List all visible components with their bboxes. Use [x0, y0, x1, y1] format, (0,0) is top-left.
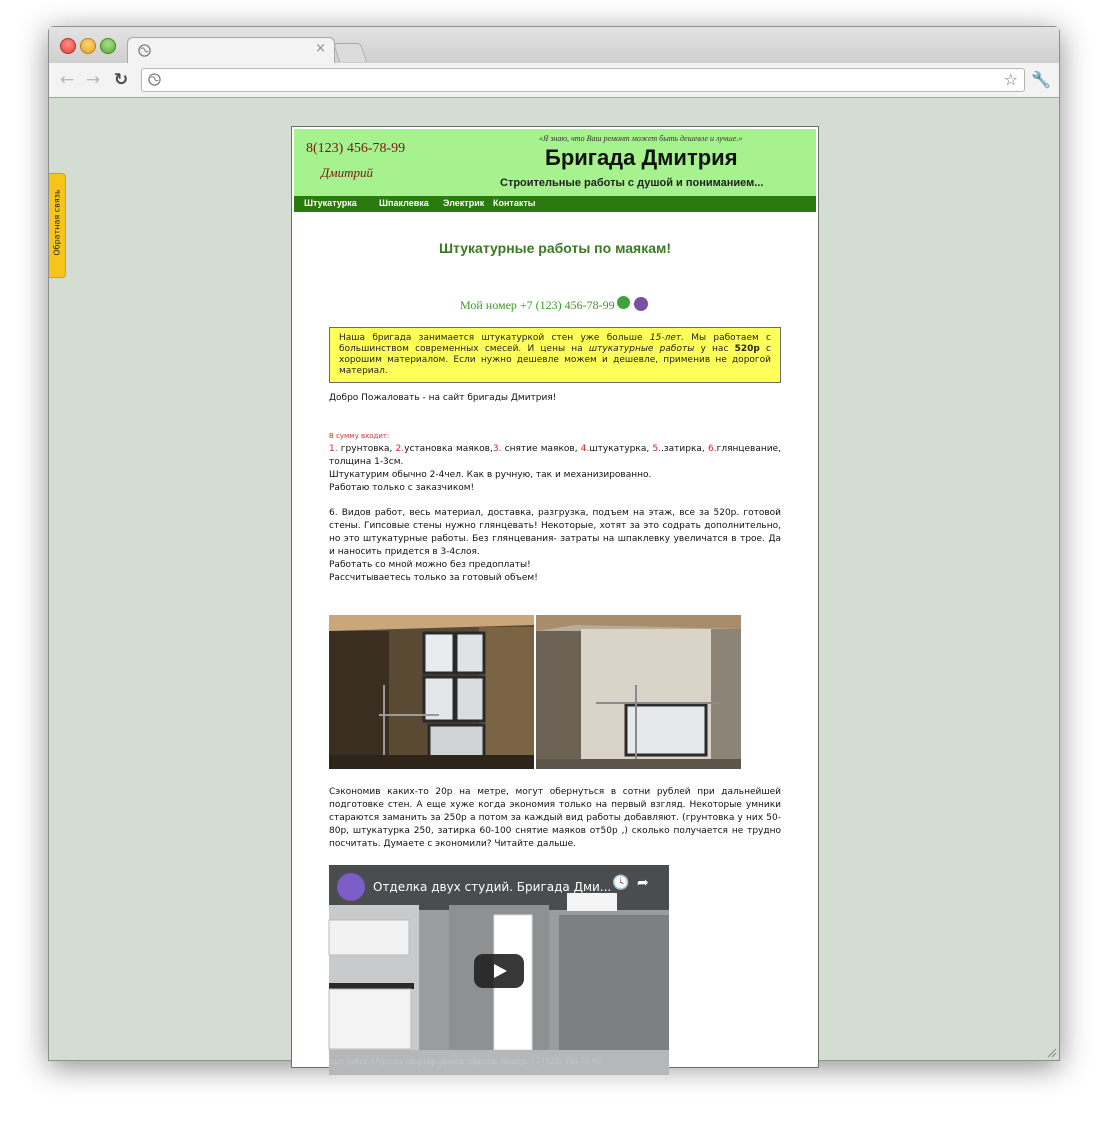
video-title[interactable]: Отделка двух студий. Бригада Дми... — [373, 880, 612, 894]
feedback-tab[interactable] — [49, 173, 66, 278]
nav-item-contacts[interactable]: Контакты — [493, 198, 536, 208]
viber-icon[interactable] — [634, 297, 648, 311]
whatsapp-icon[interactable] — [617, 296, 630, 309]
tab-close-icon[interactable]: × — [315, 41, 326, 56]
nav-item-plaster[interactable]: Штукатурка — [304, 198, 357, 208]
price-text: 6. Видов работ, весь материал, доставка, разгрузка, подъем на этаж, все за 520р. готовой стены. Гипсовые стены нужно глянцевать! Некоторые, хотят за это содрать дополнительно, но это штукатурные работы. Без глянцевания- затраты на шпаклевку увеличатся в трое. Да и наносить придется в 3-4слоя. — [329, 508, 781, 557]
address-bar[interactable] — [141, 68, 1025, 92]
team-size-text: Штукатурим обычно 2-4чел. Как в ручную, так и механизированно. — [329, 470, 652, 480]
forward-arrow-icon[interactable]: → — [85, 70, 101, 90]
header-quote: «Я знаю, что Ваш ремонт может быть дешевле и лучше.» — [539, 134, 743, 143]
savings-paragraph: Сэкономив каких-то 20р на метре, могут обернуться в сотни рублей при дальнейшей подготовке стен. А еще хуже когда экономия только на первый взгляд. Некоторые умники стараются заманить за 250р а потом за каждый вид работы добавляют. (грунтовка у них 50-80р, штукатурка 250, затирка 60-100 снятие маяков от50р ,) сколько получается не трудно посчитать. Думаете с экономили? Читайте дальше. — [329, 787, 781, 849]
video-player[interactable] — [329, 865, 669, 1075]
step-text: глянцевание, толщина 1-3см. — [329, 444, 781, 467]
browser-toolbar — [49, 63, 1059, 98]
page-heading: Штукатурные работы по маякам! — [438, 240, 672, 256]
info-text: с хорошим материалом. Если нужно дешевле можем и дешевле, применив не дорогой материал. — [339, 344, 771, 376]
step-text: штукатурка, — [589, 444, 653, 454]
close-window-button[interactable] — [60, 38, 76, 54]
nav-item-putty[interactable]: Шпаклевка — [379, 198, 429, 208]
globe-icon — [148, 73, 161, 86]
share-icon[interactable]: ➦ — [637, 875, 649, 891]
header-phone[interactable]: 8(123) 456-78-99 — [306, 141, 406, 156]
work-photo-room — [536, 615, 741, 769]
browser-window — [48, 26, 1060, 1066]
info-years: 15-лет. — [649, 333, 684, 343]
contact-number[interactable]: Мой номер +7 (123) 456-78-99 — [460, 298, 615, 312]
step-number: 4. — [580, 444, 590, 454]
nav-item-electrician[interactable]: Электрик — [443, 198, 485, 208]
video-caption: ных работ. Отделка квартир, домов, офисов. Номер: +7 (123) 456-78-99 — [329, 1056, 602, 1066]
header-name: Дмитрий — [321, 165, 373, 180]
resize-grip-icon[interactable] — [1047, 1048, 1057, 1058]
pay-on-completion-text: Рассчитываетесь только за готовый объем! — [329, 573, 538, 583]
steps-paragraph — [329, 443, 781, 495]
step-number: 5. — [652, 444, 662, 454]
step-text: .затирка, — [661, 444, 708, 454]
customer-only-text: Работаю только с заказчиком! — [329, 483, 475, 493]
feedback-label: Обратная связь — [52, 189, 62, 256]
site-title: Бригада Дмитрия — [545, 145, 738, 170]
site-nav — [294, 196, 816, 212]
info-text: Мы работаем с большинством современных смесей. И цены на — [339, 333, 771, 354]
reload-icon[interactable]: ↻ — [113, 70, 129, 90]
welcome-text: Добро Пожаловать - на сайт бригады Дмитрия! — [329, 393, 557, 403]
wrench-icon[interactable]: 🔧 — [1031, 70, 1051, 89]
step-text: грунтовка, — [337, 444, 396, 454]
step-number: 1. — [329, 444, 338, 454]
work-photo-windows — [329, 615, 534, 769]
step-number: 6. — [708, 444, 717, 454]
info-text: у нас — [694, 344, 735, 354]
minimize-window-button[interactable] — [80, 38, 96, 54]
step-text: снятие маяков, — [501, 444, 581, 454]
price-paragraph — [329, 507, 781, 585]
watch-later-icon[interactable]: 🕓 — [612, 875, 630, 891]
browser-tab[interactable] — [127, 37, 335, 64]
no-prepay-text: Работать со мной можно без предоплаты! — [329, 560, 531, 570]
zoom-window-button[interactable] — [100, 38, 116, 54]
includes-label: В сумму входит: — [329, 432, 390, 440]
info-plaster-link: штукатурные работы — [588, 344, 695, 354]
site-page — [291, 126, 819, 1068]
bookmark-star-icon[interactable]: ☆ — [1003, 70, 1018, 89]
title-bar — [49, 27, 1059, 63]
step-number: 3. — [492, 444, 502, 454]
globe-icon — [138, 44, 151, 57]
new-tab-button[interactable] — [333, 43, 367, 62]
info-price: 520р — [734, 344, 760, 354]
page-viewport — [49, 98, 1059, 1066]
back-arrow-icon[interactable]: ← — [59, 70, 75, 90]
info-text: Наша бригада занимается штукатуркой стен уже больше — [339, 333, 650, 343]
step-number: 2. — [395, 444, 405, 454]
site-header — [294, 129, 816, 196]
site-subtitle: Строительные работы с душой и пониманием... — [500, 177, 764, 189]
channel-avatar[interactable] — [337, 873, 365, 901]
info-box — [329, 327, 781, 383]
step-text: установка маяков, — [404, 444, 493, 454]
play-button[interactable] — [474, 954, 524, 988]
